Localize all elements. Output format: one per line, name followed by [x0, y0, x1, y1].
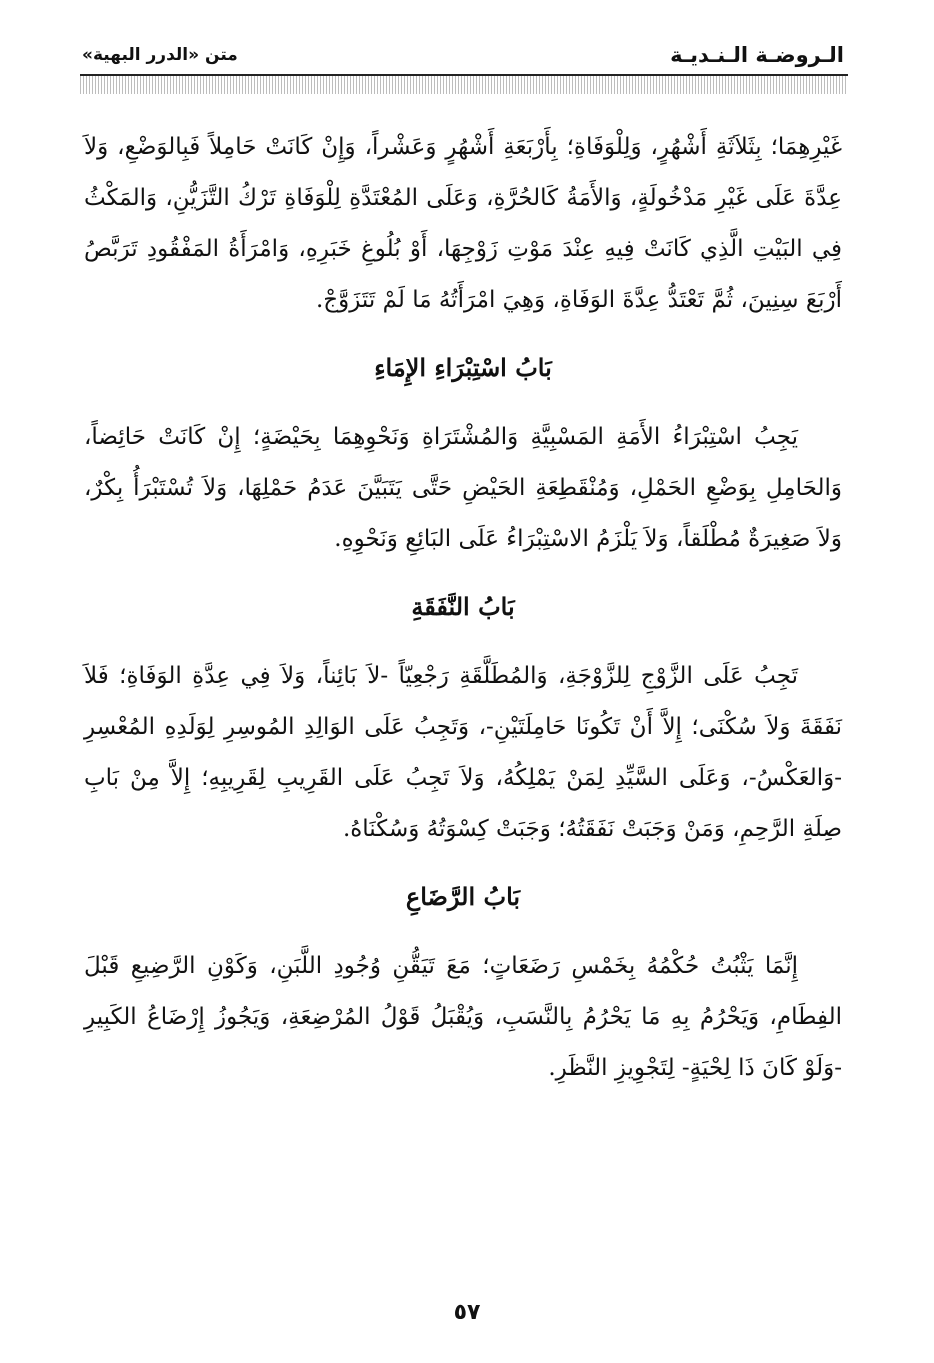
section-heading-rada: بَابُ الرَّضَاعِ [405, 882, 521, 911]
header-divider [80, 74, 848, 94]
section-heading-nafaqa: بَابُ النَّفَقَةِ [411, 592, 515, 621]
header-book-title: الـروضـة الـنـديـة [670, 43, 844, 67]
page-number: ٥٧ [453, 1300, 481, 1325]
page-body [84, 122, 842, 1094]
section-heading-istibra: بَابُ اسْتِبْرَاءِ الإِمَاءِ [374, 353, 552, 382]
paragraph-iddah: غَيْرِهِمَا؛ بِثَلاَثَةِ أَشْهُرٍ، وَلِلْوَفَاةِ؛ بِأَرْبَعَةِ أَشْهُرٍ وَعَشْراً، وَإِنْ كَانَتْ حَامِلاً فَبِالوَضْعِ، وَلاَ عِدَّةَ عَلَى غَيْرِ مَدْخُولَةٍ، وَالأَمَةُ كَالحُرَّةِ، وَعَلَى المُعْتَدَّةِ لِلْوَفَاةِ تَرْكُ التَّزَيُّنِ، وَالمَكْثُ فِي البَيْتِ الَّذِي كَانَتْ فِيهِ عِنْدَ مَوْتِ زَوْجِهَا، أَوْ بُلُوغِ خَبَرِهِ، وَامْرَأَةُ المَفْقُودِ تَرَبَّصُ أَرْبَعَ سِنِينَ، ثُمَّ تَعْتَدُّ عِدَّةَ الوَفَاةِ، وَهِيَ امْرَأَتُهُ مَا لَمْ تَتَزَوَّجْ. [84, 134, 842, 313]
header-section-title: متن «الدرر البهية» [82, 45, 238, 65]
running-header [82, 40, 844, 70]
paragraph-nafaqa: تَجِبُ عَلَى الزَّوْجِ لِلزَّوْجَةِ، وَالمُطَلَّقَةِ رَجْعِيّاً -لاَ بَائِناً، وَلاَ فِي عِدَّةِ الوَفَاةِ؛ فَلاَ نَفَقَةَ وَلاَ سُكْنَى؛ إِلاَّ أَنْ تَكُونَا حَامِلَتَيْنِ-، وَتَجِبُ عَلَى الوَالِدِ المُوسِرِ لِوَلَدِهِ المُعْسِرِ -وَالعَكْسُ-، وَعَلَى السَّيِّدِ لِمَنْ يَمْلِكُهُ، وَلاَ تَجِبُ عَلَى القَرِيبِ لِقَرِيبِهِ؛ إِلاَّ مِنْ بَابِ صِلَةِ الرَّحِمِ، وَمَنْ وَجَبَتْ نَفَقَتُهُ؛ وَجَبَتْ كِسْوَتُهُ وَسُكْنَاهُ. [84, 663, 842, 842]
paragraph-istibra: يَجِبُ اسْتِبْرَاءُ الأَمَةِ المَسْبِيَّةِ وَالمُشْتَرَاةِ وَنَحْوِهِمَا بِحَيْضَةٍ؛ إِنْ كَانَتْ حَائِضاً، وَالحَامِلِ بِوَضْعِ الحَمْلِ، وَمُنْقَطِعَةِ الحَيْضِ حَتَّى يَتَبَيَّنَ عَدَمُ حَمْلِهَا، وَلاَ تُسْتَبْرَأُ بِكْرٌ، وَلاَ صَغِيرَةٌ مُطْلَقاً، وَلاَ يَلْزَمُ الاسْتِبْرَاءُ عَلَى البَائِعِ وَنَحْوِهِ. [84, 424, 842, 552]
paragraph-rada: إِنَّمَا يَثْبُتُ حُكْمُهُ بِخَمْسِ رَضَعَاتٍ؛ مَعَ تَيَقُّنِ وُجُودِ اللَّبَنِ، وَكَوْنِ الرَّضِيعِ قَبْلَ الفِطَامِ، وَيَحْرُمُ بِهِ مَا يَحْرُمُ بِالنَّسَبِ، وَيُقْبَلُ قَوْلُ المُرْضِعَةِ، وَيَجُوزُ إِرْضَاعُ الكَبِيرِ -وَلَوْ كَانَ ذَا لِحْيَةٍ- لِتَجْوِيزِ النَّظَرِ. [84, 953, 842, 1081]
